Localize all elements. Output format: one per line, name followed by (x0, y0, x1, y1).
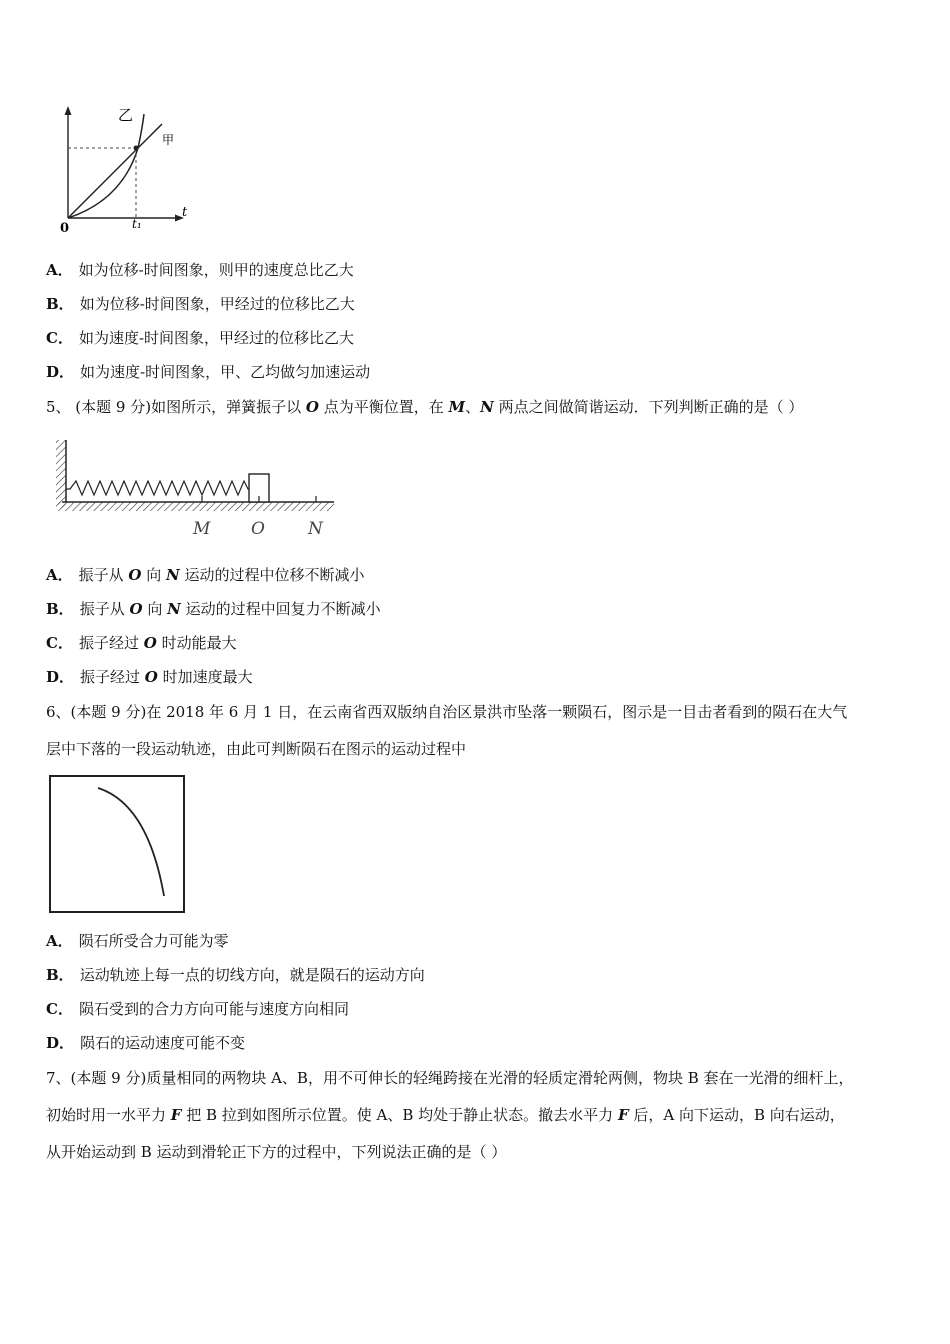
label-n: N (308, 519, 323, 539)
y-axis-arrow (65, 106, 72, 115)
q4-option-d: D． 如为速度-时间图象，甲、乙均做匀加速运动 (46, 363, 371, 381)
spring (66, 481, 252, 495)
label-t: t (182, 205, 188, 220)
q6-stem-line2: 层中下落的一段运动轨迹，由此可判断陨石在图示的运动过程中 (46, 740, 467, 758)
straight-line-jia (68, 124, 162, 218)
wall (56, 440, 66, 508)
q7-stem-line3: 从开始运动到 B 运动到滑轮正下方的过程中，下列说法正确的是（ ） (46, 1143, 507, 1161)
spring-oscillator-figure (52, 432, 342, 544)
floor-hatch (58, 502, 334, 511)
q6-option-c: C． 陨石受到的合力方向可能与速度方向相同 (46, 1000, 349, 1018)
label-origin: 0 (60, 221, 70, 235)
label-jia: 甲 (162, 133, 175, 147)
q4-option-c: C． 如为速度-时间图象，甲经过的位移比乙大 (46, 329, 355, 347)
q6-option-a: A． 陨石所受合力可能为零 (46, 932, 229, 950)
q6-option-d: D． 陨石的运动速度可能不变 (46, 1034, 246, 1052)
q6-option-b: B． 运动轨迹上每一点的切线方向，就是陨石的运动方向 (46, 966, 425, 984)
meteorite-trajectory-figure (48, 774, 188, 916)
q5-option-d: D． 振子经过 O 时加速度最大 (46, 668, 253, 686)
q4-option-b: B． 如为位移-时间图象，甲经过的位移比乙大 (46, 295, 355, 313)
q6-stem-line1: 6、(本题 9 分)在 2018 年 6 月 1 日，在云南省西双版纳自治区景洪市坠落一颗陨石，图示是一目击者看到的陨石在大气 (46, 703, 848, 721)
q5-stem: 5、 (本题 9 分)如图所示，弹簧振子以 O 点为平衡位置，在 M、N 两点之间做简谐运动．下列判断正确的是（ ） (46, 398, 804, 416)
label-t1: t₁ (132, 217, 142, 231)
graph-figure (52, 100, 202, 235)
curve-yi (68, 114, 144, 218)
label-m: M (193, 519, 211, 539)
label-o: O (251, 519, 265, 539)
label-yi: 乙 (118, 106, 134, 124)
q5-option-a: A． 振子从 O 向 N 运动的过程中位移不断减小 (46, 566, 365, 584)
q4-option-a: A． 如为位移-时间图象，则甲的速度总比乙大 (46, 261, 354, 279)
q7-stem-line1: 7、(本题 9 分)质量相同的两物块 A、B，用不可伸长的轻绳跨接在光滑的轻质定滑轮两侧，物块 B 套在一光滑的细杆上， (46, 1069, 854, 1087)
q5-option-b: B． 振子从 O 向 N 运动的过程中回复力不断减小 (46, 600, 381, 618)
q5-option-c: C． 振子经过 O 时动能最大 (46, 634, 237, 652)
q7-stem-line2: 初始时用一水平力 F 把 B 拉到如图所示位置。使 A、B 均处于静止状态。撤去水平力 F 后，A 向下运动，B 向右运动， (46, 1106, 845, 1124)
intersection-point (134, 146, 139, 151)
